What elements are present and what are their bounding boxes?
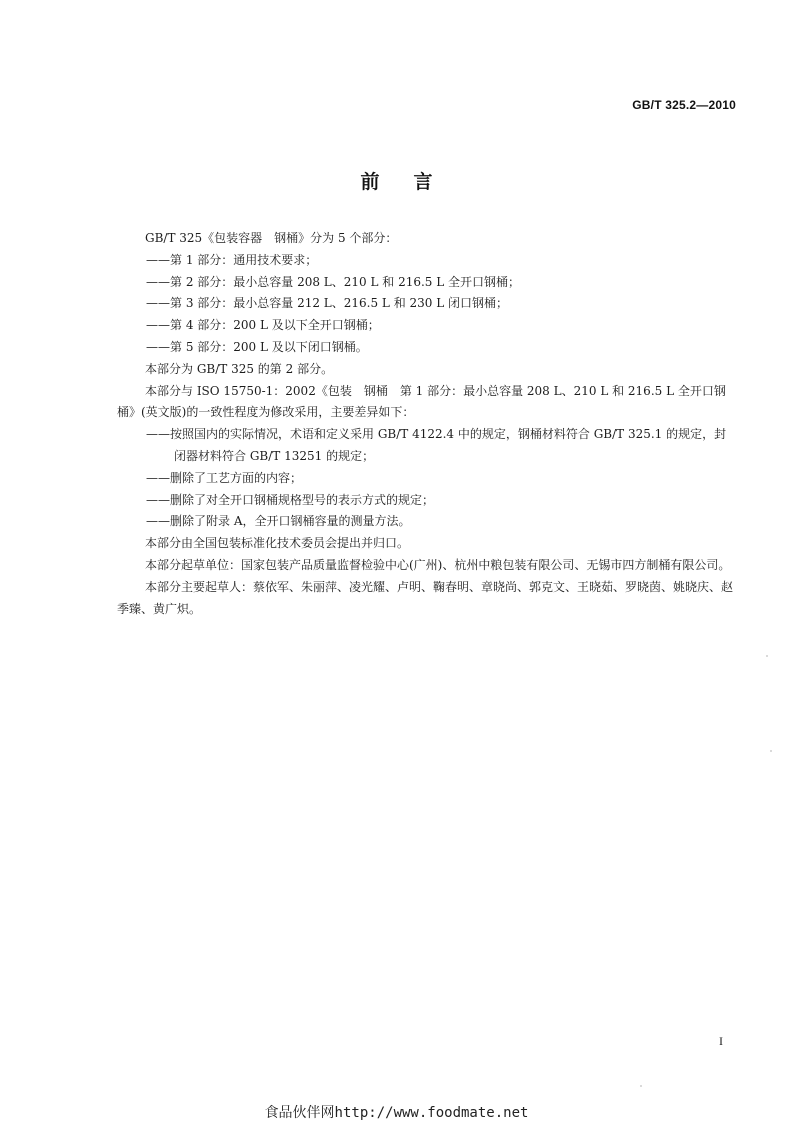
list-item-part2: ——第 2 部分：最小总容量 208 L、210 L 和 216.5 L 全开口钢桶；: [146, 274, 521, 289]
proposer-paragraph: 本部分由全国包装标准化技术委员会提出并归口。: [145, 536, 410, 551]
difference-item-4: ——删除了附录 A，全开口钢桶容量的测量方法。: [146, 514, 411, 529]
list-item-part4: ——第 4 部分：200 L 及以下全开口钢桶；: [146, 318, 380, 333]
scan-speck: [766, 655, 768, 657]
list-item-part3: ——第 3 部分：最小总容量 212 L、216.5 L 和 230 L 闭口钢桶；: [146, 296, 509, 311]
iso-relation-paragraph: 本部分与 ISO 15750-1：2002《包装 钢桶 第 1 部分：最小总容量 208 L、210 L 和 216.5 L 全开口钢桶》(英文版)的一致性程度为修改采用，主要差异如下：: [117, 383, 726, 420]
drafting-units-paragraph: 本部分起草单位：国家包装产品质量监督检验中心(广州)、杭州中粮包装有限公司、无锡市四方制桶有限公司。: [145, 557, 731, 572]
this-part-paragraph: 本部分为 GB/T 325 的第 2 部分。: [145, 361, 334, 376]
scan-speck: [770, 750, 772, 752]
page-number: I: [719, 1034, 723, 1048]
drafters-paragraph: 本部分主要起草人：蔡依军、朱丽萍、凌光耀、卢明、鞠春明、章晓尚、郭克文、王晓茹、罗晓茵、姚晓庆、赵季臻、黄广炽。: [117, 579, 734, 616]
difference-item-1: ——按照国内的实际情况，术语和定义采用 GB/T 4122.4 中的规定，钢桶材料符合 GB/T 325.1 的规定，封闭器材料符合 GB/T 13251 的规定；: [146, 427, 727, 463]
difference-item-2: ——删除了工艺方面的内容；: [146, 470, 303, 485]
list-item-part5: ——第 5 部分：200 L 及以下闭口钢桶。: [146, 339, 368, 354]
difference-item-3: ——删除了对全开口钢桶规格型号的表示方式的规定；: [146, 492, 435, 507]
page-title: 前言: [360, 171, 467, 193]
footer-watermark: 食品伙伴网http://www.foodmate.net: [264, 1105, 529, 1121]
list-item-part1: ——第 1 部分：通用技术要求；: [146, 252, 318, 267]
scan-speck: [640, 1085, 642, 1087]
intro-paragraph: GB/T 325《包装容器 钢桶》分为 5 个部分：: [145, 231, 398, 245]
standard-number: GB/T 325.2—2010: [632, 98, 736, 112]
foreword-body: [117, 228, 737, 620]
